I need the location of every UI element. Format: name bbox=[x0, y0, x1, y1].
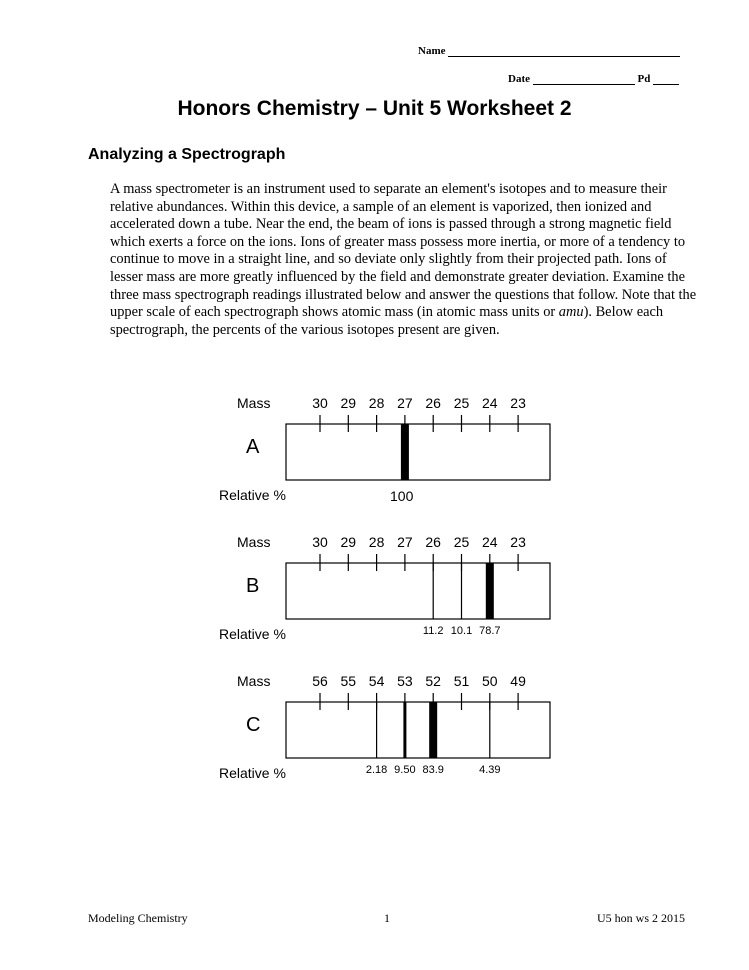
spectrograph-A-relative-label: Relative % bbox=[219, 487, 286, 503]
spectrograph-B-mass-24: 24 bbox=[482, 534, 498, 550]
spectrograph-B-box bbox=[286, 563, 550, 619]
spectrograph-C-mass-53: 53 bbox=[397, 673, 413, 689]
spectrograph-C-mass-54: 54 bbox=[368, 673, 385, 689]
intro-text-2: ). Below each spectrograph, the percents of the various isotopes present are given. bbox=[110, 304, 664, 338]
footer-left: Modeling Chemistry bbox=[88, 911, 188, 925]
spectrograph-A-percent-27: 100 bbox=[390, 488, 414, 504]
spectrograph-C-peak-53 bbox=[403, 702, 406, 758]
name-label: Name bbox=[418, 45, 446, 57]
spectrograph-A-mass-25: 25 bbox=[453, 395, 470, 411]
spectrograph-C-percent-52: 83.9 bbox=[422, 764, 444, 776]
page-title: Honors Chemistry – Unit 5 Worksheet 2 bbox=[177, 97, 572, 120]
spectrograph-C-mass-52: 52 bbox=[425, 673, 441, 689]
spectrograph-A-mass-24: 24 bbox=[482, 395, 498, 411]
spectrograph-B-mass-27: 27 bbox=[397, 534, 413, 550]
spectrograph-B-mass-23: 23 bbox=[510, 534, 526, 550]
spectrograph-C-peak-50 bbox=[489, 702, 490, 758]
spectrograph-C-percent-50: 4.39 bbox=[479, 764, 501, 776]
spectrograph-A-mass-27: 27 bbox=[397, 395, 413, 411]
spectrograph-C-peak-54 bbox=[376, 702, 377, 758]
spectrograph-C-relative-label: Relative % bbox=[219, 765, 286, 781]
section-heading: Analyzing a Spectrograph bbox=[88, 146, 286, 163]
spectrograph-C-percent-54: 2.18 bbox=[365, 764, 388, 776]
spectrograph-B-mass-30: 30 bbox=[312, 534, 328, 550]
spectrograph-C-mass-55: 55 bbox=[340, 673, 357, 689]
spectrograph-B-peak-26 bbox=[433, 563, 434, 619]
spectrograph-B-percent-24: 78.7 bbox=[479, 625, 501, 637]
spectrograph-A-mass-26: 26 bbox=[425, 395, 441, 411]
spectrograph-C-box bbox=[286, 702, 550, 758]
spectrograph-B-letter: B bbox=[246, 575, 260, 597]
spectrograph-C-mass-50: 50 bbox=[482, 673, 498, 689]
spectrograph-C-mass-56: 56 bbox=[312, 673, 328, 689]
spectrograph-C-letter: C bbox=[246, 714, 261, 736]
footer-page-number: 1 bbox=[384, 911, 390, 925]
spectrograph-A-mass-label: Mass bbox=[237, 395, 271, 411]
spectrograph-B-percent-25: 10.1 bbox=[450, 625, 473, 637]
spectrograph-C-mass-49: 49 bbox=[510, 673, 526, 689]
intro-em: amu bbox=[558, 304, 584, 321]
spectrograph-A-mass-28: 28 bbox=[368, 395, 385, 411]
pd-label: Pd bbox=[637, 73, 651, 85]
spectrograph-B-mass-26: 26 bbox=[425, 534, 441, 550]
spectrograph-C-mass-label: Mass bbox=[237, 673, 271, 689]
spectrograph-B-mass-label: Mass bbox=[237, 534, 271, 550]
spectrograph-A-peak-27 bbox=[401, 424, 409, 480]
spectrograph-A-mass-23: 23 bbox=[510, 395, 526, 411]
spectrograph-C-peak-52 bbox=[429, 702, 437, 758]
spectrograph-B-mass-28: 28 bbox=[368, 534, 385, 550]
spectrograph-B-percent-26: 11.2 bbox=[422, 625, 444, 637]
spectrograph-A-mass-29: 29 bbox=[340, 395, 357, 411]
intro-text-1: A mass spectrometer is an instrument used to separate an element's isotopes and to measure their relative abundances. Within this device, a sample of an element is vaporized, then ionized and accelerated down a tube. Near the end, the beam of ions is passed through a strong magnetic field which exerts a force on the ions. Ions of greater mass possess more inertia, or more of a tendency to continue to move in a straight line, and so deviate only slightly from their projected path. Ions of lesser mass are more greatly influenced by the field and demonstrate greater deviation. Examine the three mass spectrograph readings illustrated below and answer the questions that follow. Note that the upper scale of each spectrograph shows atomic mass (in atomic mass units or bbox=[110, 181, 697, 321]
spectrograph-B-mass-25: 25 bbox=[453, 534, 470, 550]
spectrograph-C-mass-51: 51 bbox=[453, 673, 470, 689]
spectrograph-A-box bbox=[286, 424, 550, 480]
spectrograph-A-letter: A bbox=[246, 436, 260, 458]
spectrograph-B-mass-29: 29 bbox=[340, 534, 357, 550]
spectrograph-B-relative-label: Relative % bbox=[219, 626, 286, 642]
spectrograph-A-mass-30: 30 bbox=[312, 395, 328, 411]
footer-right: U5 hon ws 2 2015 bbox=[596, 911, 685, 925]
spectrograph-B-peak-25 bbox=[461, 563, 462, 619]
spectrograph-B-peak-24 bbox=[486, 563, 494, 619]
date-label: Date bbox=[508, 73, 530, 85]
spectrograph-C-percent-53: 9.50 bbox=[394, 764, 416, 776]
